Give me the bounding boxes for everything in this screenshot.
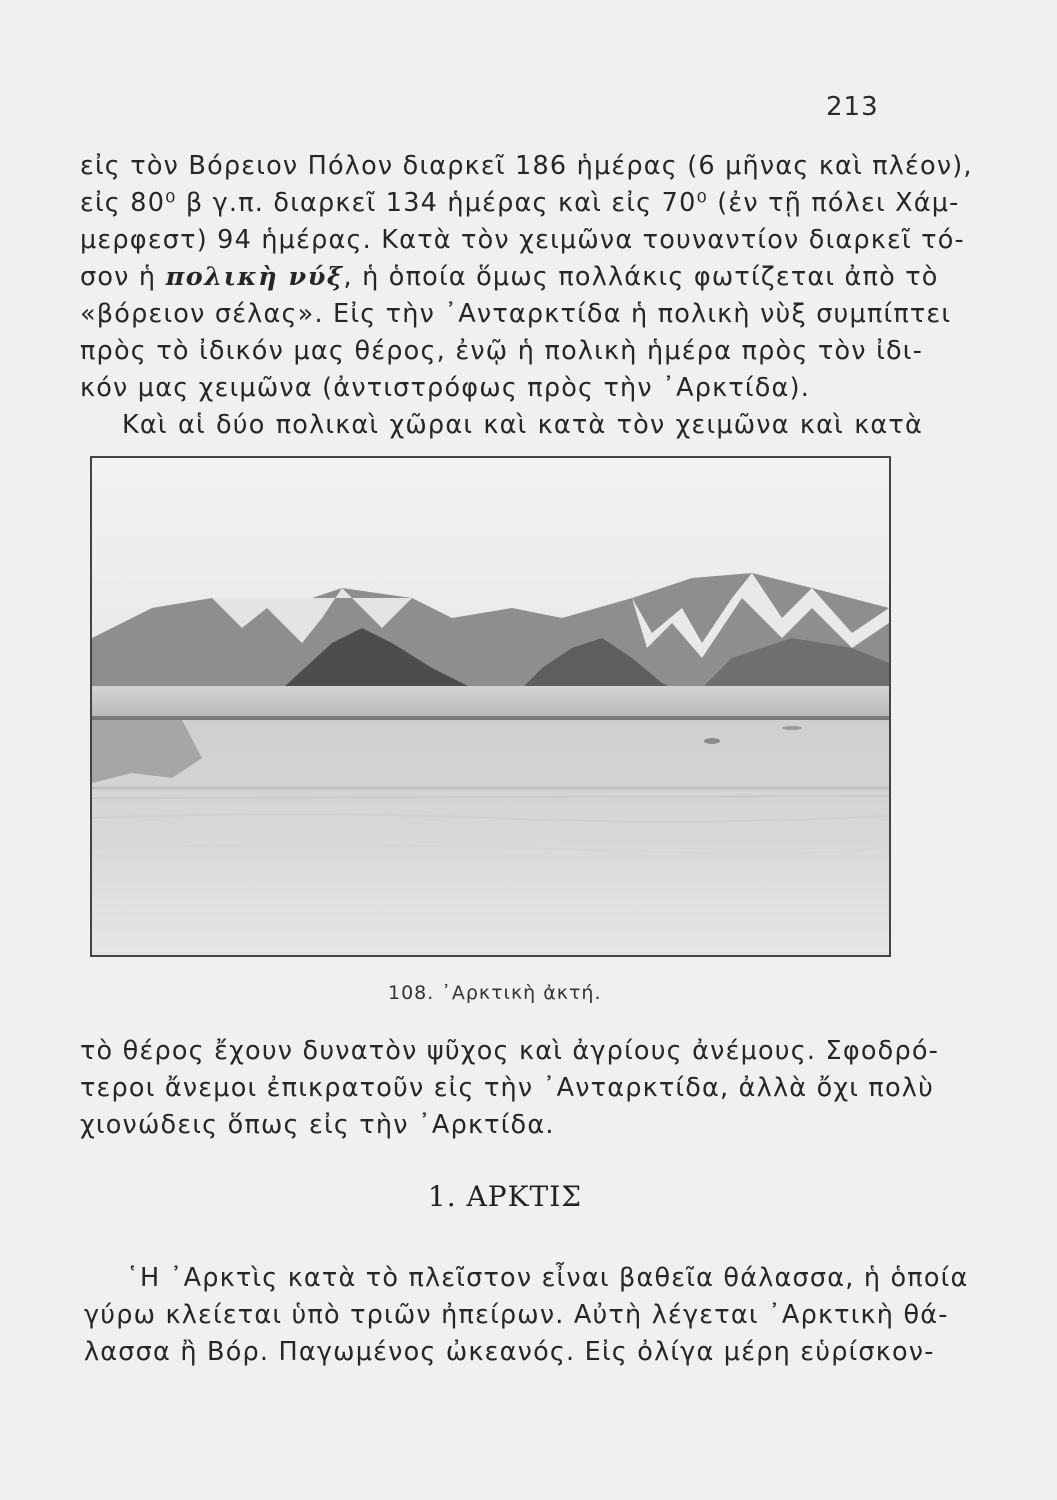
text-line: μερφεστ) 94 ἡμέρας. Κατὰ τὸν χειμῶνα τουναντίον διαρκεῖ τό- xyxy=(80,225,965,255)
text-line: τεροι ἄνεμοι ἐπικρατοῦν εἰς τὴν ᾿Ανταρκτίδα, ἀλλὰ ὄχι πολὺ xyxy=(80,1073,935,1103)
text-fragment: σον ἡ xyxy=(80,262,166,292)
figure-caption: 108. ᾿Αρκτικὴ ἀκτή. xyxy=(388,982,602,1004)
emphasized-term: πολικὴ νύξ xyxy=(165,262,344,292)
section-heading: 1. ΑΡΚΤΙΣ xyxy=(427,1180,583,1213)
page-number: 213 xyxy=(826,92,879,122)
text-line: Καὶ αἱ δύο πολικαὶ χῶραι καὶ κατὰ τὸν χειμῶνα καὶ κατὰ xyxy=(122,410,923,440)
text-line: ῾Η ᾿Αρκτὶς κατὰ τὸ πλεῖστον εἶναι βαθεῖα θάλασσα, ἡ ὁποία xyxy=(126,1263,969,1293)
text-line: «βόρειον σέλας». Εἰς τὴν ᾿Ανταρκτίδα ἡ πολικὴ νὺξ συμπίπτει xyxy=(80,299,952,329)
text-line: κόν μας χειμῶνα (ἀντιστρόφως πρὸς τὴν ᾿Αρκτίδα). xyxy=(80,373,811,403)
text-line: γύρω κλείεται ὑπὸ τριῶν ἠπείρων. Αὐτὴ λέγεται ᾿Αρκτικὴ θά- xyxy=(84,1300,949,1330)
paragraph-2 xyxy=(80,1033,940,1144)
text-line: εἰς τὸν Βόρειον Πόλον διαρκεῖ 186 ἡμέρας (6 μῆνας καὶ πλέον), xyxy=(80,151,973,181)
text-line: εἰς 80⁰ β γ.π. διαρκεῖ 134 ἡμέρας καὶ εἰς 70⁰ (ἐν τῇ πόλει Χάμ- xyxy=(80,188,960,218)
text-line: λασσα ἢ Βόρ. Παγωμένος ὠκεανός. Εἰς ὀλίγα μέρη εὑρίσκον- xyxy=(84,1337,935,1367)
paragraph-3 xyxy=(84,1260,969,1371)
paragraph-1 xyxy=(80,148,973,444)
text-line: πρὸς τὸ ἰδικόν μας θέρος, ἐνῷ ἡ πολικὴ ἡμέρα πρὸς τὸν ἰδι- xyxy=(80,336,923,366)
text-line: τὸ θέρος ἔχουν δυνατὸν ψῦχος καὶ ἀγρίους ἀνέμους. Σφοδρό- xyxy=(80,1036,940,1066)
text-line xyxy=(80,259,939,296)
text-fragment: , ἡ ὁποία ὅμως πολλάκις φωτίζεται ἀπὸ τὸ xyxy=(343,262,939,292)
text-line: χιονώδεις ὅπως εἰς τὴν ᾿Αρκτίδα. xyxy=(80,1110,555,1140)
arctic-coast-photo xyxy=(90,456,891,957)
